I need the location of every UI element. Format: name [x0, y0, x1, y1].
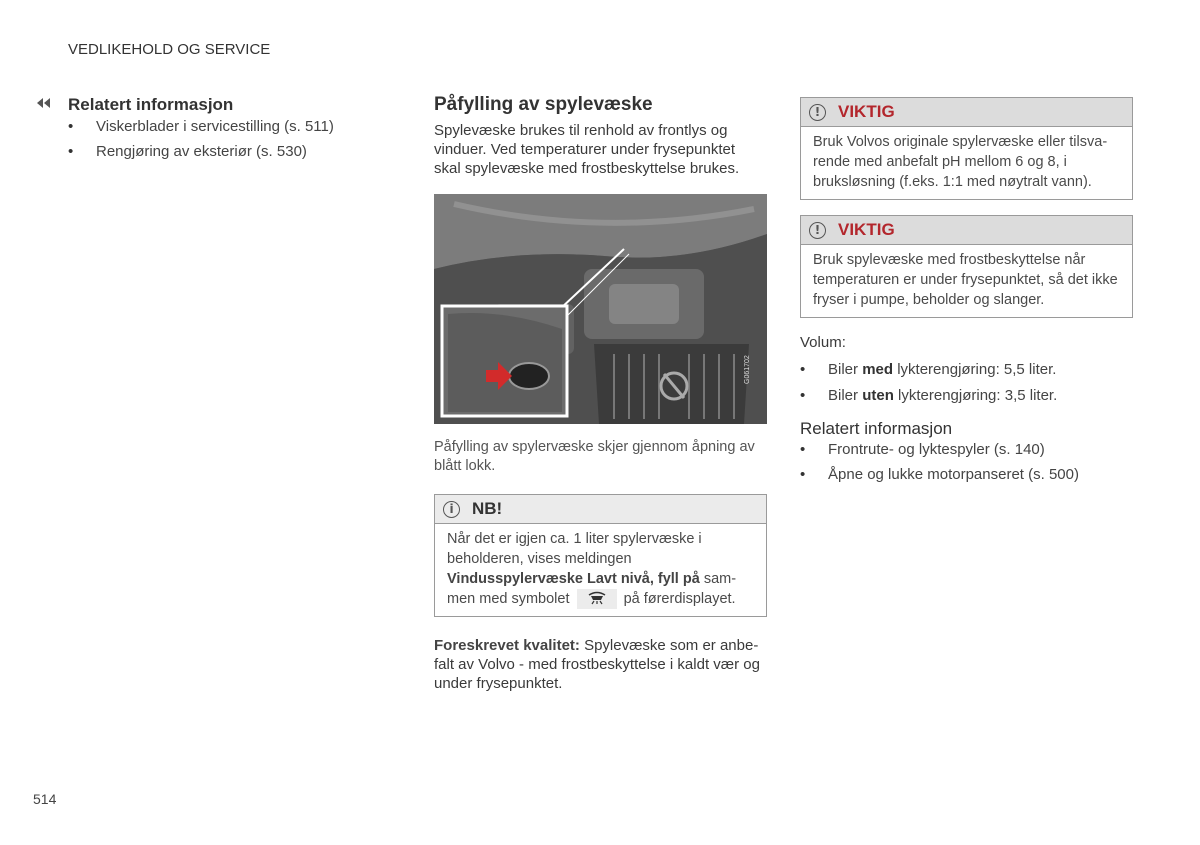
related-link-open-hood[interactable]: • Åpne og lukke motorpanseret (s. 500) [800, 465, 1130, 485]
page-title: Påfylling av spylevæske [434, 94, 653, 115]
volume-item-without-cleaning [800, 386, 1130, 406]
exclamation-icon: ! [809, 104, 826, 121]
volume-item-post: lykterengjøring: 5,5 liter. [893, 361, 1057, 378]
warning-1-text: Bruk Volvos originale spylervæske eller tilsva- rende med anbefalt pH mellom 6 og 8, i bruksløsning (f.eks. 1:1 med nøytralt vann). [813, 134, 1108, 190]
double-left-arrow-icon[interactable] [36, 96, 52, 114]
warning-2-label: VIKTIG [838, 220, 895, 239]
nb-message: Vindusspylervæske Lavt nivå, fyll på [447, 571, 700, 587]
related-info-heading-right: Relatert informasjon [800, 419, 953, 438]
info-icon: i [443, 501, 460, 518]
related-link-wiper-blades[interactable]: • Viskerblader i servicestilling (s. 511) [68, 117, 398, 137]
nb-label: NB! [472, 499, 503, 518]
volume-item-with-cleaning [800, 360, 1130, 380]
related-info-heading: Relatert informasjon [68, 95, 234, 114]
volume-item-bold: med [862, 361, 894, 378]
volume-item-pre: Biler [828, 361, 863, 378]
warning-1-label: VIKTIG [838, 102, 895, 121]
warning-box-1 [800, 97, 1133, 200]
image-caption: Påfylling av spylervæske skjer gjennom åpning av blått lokk. [434, 439, 755, 474]
warning-box-2 [800, 215, 1133, 318]
engine-bay-illustration [434, 194, 767, 424]
volume-item-pre: Biler [828, 387, 863, 404]
nb-text-2: sam- [699, 571, 737, 587]
volume-item-post: lykterengjøring: 3,5 liter. [893, 387, 1058, 404]
related-info-list [68, 117, 398, 167]
washer-fluid-icon [577, 589, 617, 609]
volume-list [800, 360, 1130, 411]
nb-note-header [435, 495, 766, 524]
page-number: 514 [33, 791, 57, 807]
warning-box-1-header [801, 98, 1132, 127]
quality-label: Foreskrevet kvalitet: [434, 637, 580, 654]
nb-note-body [435, 524, 766, 616]
related-link-exterior-cleaning[interactable]: • Rengjøring av eksteriør (s. 530) [68, 142, 398, 162]
nb-note-box [434, 494, 767, 617]
related-info-list-right [800, 440, 1130, 490]
related-link-windshield-washer[interactable]: • Frontrute- og lyktespyler (s. 140) [800, 440, 1130, 460]
image-code: G061702 [744, 355, 751, 384]
nb-text-4: på førerdisplayet. [623, 591, 736, 607]
intro-paragraph: Spylevæske brukes til renhold av frontlys og vinduer. Ved temperaturer under frysepunktet skal spylevæske med frostbeskyttelse brukes. [434, 122, 740, 177]
warning-2-text: Bruk spylevæske med frostbeskyttelse når temperaturen er under frysepunktet, så det ikke fryser i pumpe, beholder og slanger. [813, 252, 1118, 308]
quality-paragraph [434, 636, 766, 693]
section-header: VEDLIKEHOLD OG SERVICE [68, 41, 271, 58]
volume-item-bold: uten [862, 387, 894, 404]
nb-text-1: Når det er igjen ca. 1 liter spylervæske i beholderen, vises meldingen [447, 531, 702, 567]
exclamation-icon: ! [809, 222, 826, 239]
nb-text-3: men med symbolet [447, 591, 570, 607]
volume-label: Volum: [800, 334, 846, 351]
warning-box-2-header [801, 216, 1132, 245]
quality-text: Spylevæske som er anbe- falt av Volvo - med frostbeskyttelse i kaldt vær og under frysepunktet. [434, 637, 760, 692]
